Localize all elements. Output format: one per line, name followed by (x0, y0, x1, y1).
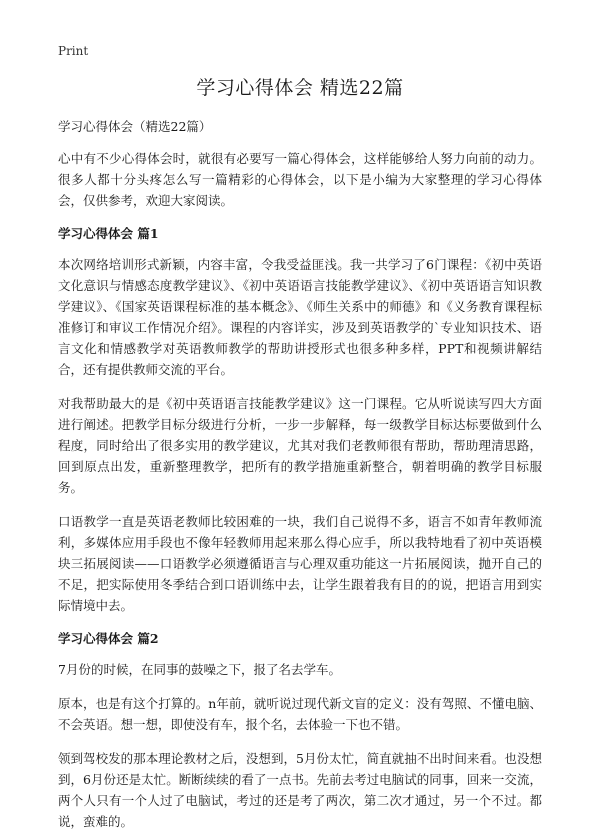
section-paragraph: 对我帮助最大的是《初中英语语言技能教学建议》这一门课程。它从听说读写四大方面进行阐述。把教学目标分级进行分析，一步一步解释，每一级教学目标达标要做到什么程度，同时给出了很多实用的教学建议，尤其对我们老教师很有帮助，帮助理清思路，回到原点出发，重新整理教学，把所有的教学措施重新整合，朝着明确的教学目标服务。 (58, 396, 542, 495)
section-paragraph: 原本，也是有这个打算的。n年前，就听说过现代新文盲的定义：没有驾照、不懂电脑、不会英语。想一想，即使没有车，报个名，去体验一下也不错。 (58, 696, 542, 732)
section-1 (58, 224, 542, 616)
section-heading: 学习心得体会 篇2 (58, 631, 159, 646)
section-paragraph: 本次网络培训形式新颖，内容丰富，令我受益匪浅。我一共学习了6门课程：《初中英语文化意识与情感态度教学建议》、《初中英语语言技能教学建议》、《初中英语语言知识教学建议》、《国家英语课程标准的基本概念》、《师生关系中的师德》和《义务教育课程标准修订和审议工作情况介绍》。课程的内容详实，涉及到英语教学的`专业知识技术、语言文化和情感教学对英语教师教学的帮助讲授形式也很多种多样，PPT和视频讲解结合，还有提供教师交流的平台。 (58, 257, 542, 377)
document-subtitle: 学习心得体会（精选22篇） (58, 119, 212, 134)
section-paragraph: 领到驾校发的那本理论教材之后，没想到，5月份太忙，简直就抽不出时间来看。也没想到，6月份还是太忙。断断续续的看了一点书。先前去考过电脑试的同事，回来一交流，两个人只有一个人过了电脑试，考过的还是考了两次，第二次才通过，另一个不过。都说，蛮难的。 (58, 751, 542, 829)
print-link[interactable]: Print (58, 44, 89, 58)
section-paragraph: 口语教学一直是英语老教师比较困难的一块，我们自己说得不多，语言不如青年教师流利，多媒体应用手段也不像年轻教师用起来那么得心应手，所以我特地看了初中英语模块三拓展阅读——口语教学必须遵循语言与心理双重功能这一片拓展阅读，抛开自己的不足，把实际使用冬季结合到口语训练中去，让学生跟着我有目的的说，把语言用到实际情境中去。 (58, 514, 542, 613)
intro-paragraph: 心中有不少心得体会时，就很有必要写一篇心得体会，这样能够给人努力向前的动力。很多人都十分头疼怎么写一篇精彩的心得体会，以下是小编为大家整理的学习心得体会，仅供参考，欢迎大家阅读。 (58, 151, 542, 208)
document-title: 学习心得体会 精选22篇 (196, 77, 404, 99)
section-2 (58, 629, 542, 832)
section-heading: 学习心得体会 篇1 (58, 226, 159, 241)
section-paragraph: 7月份的时候，在同事的鼓噪之下，报了名去学车。 (58, 662, 341, 677)
